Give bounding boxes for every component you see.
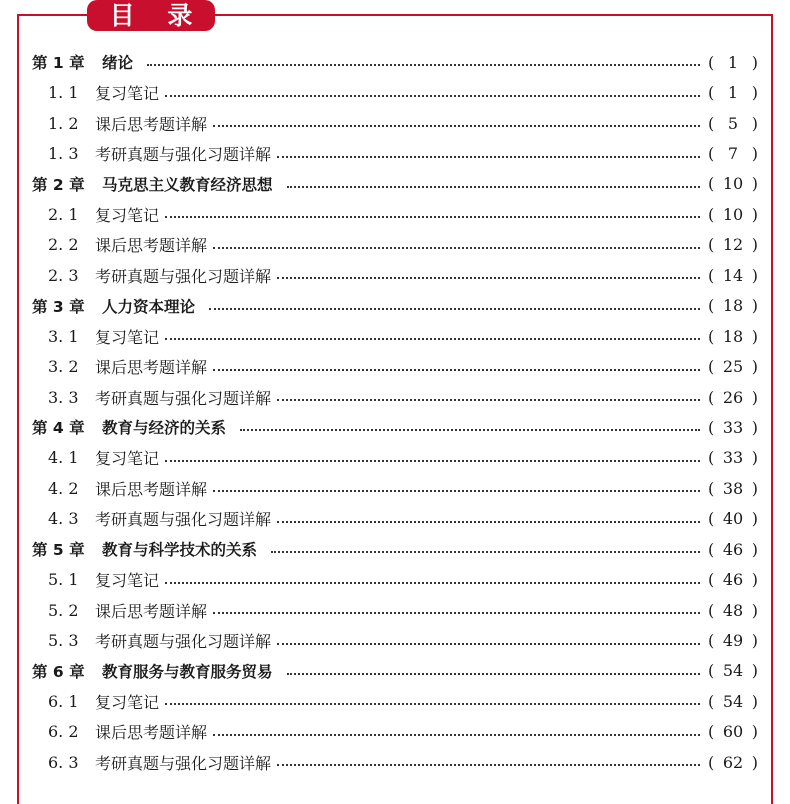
page-reference — [708, 266, 758, 285]
page-number: 1 — [727, 52, 739, 72]
page-reference — [708, 661, 758, 680]
open-paren: ( — [708, 235, 715, 255]
toc-chapter-entry[interactable] — [32, 412, 762, 442]
entry-title: 复习笔记 — [95, 84, 160, 104]
entry-number: 2. 1 — [48, 204, 79, 224]
dot-leader — [209, 306, 700, 310]
entry-number: 5. 3 — [48, 631, 79, 651]
open-paren: ( — [708, 204, 715, 224]
page-number: 46 — [722, 539, 744, 559]
page-reference — [708, 722, 758, 741]
page-reference — [708, 114, 758, 133]
close-paren: ) — [751, 326, 758, 346]
toc-section-entry[interactable] — [32, 138, 762, 168]
entry-number: 6. 1 — [48, 691, 79, 711]
toc-section-entry[interactable] — [32, 747, 762, 777]
entry-title: 复习笔记 — [95, 327, 160, 347]
entry-title: 马克思主义教育经济思想 — [102, 175, 273, 194]
close-paren: ) — [751, 600, 758, 620]
page-reference — [708, 692, 758, 711]
close-paren: ) — [751, 265, 758, 285]
toc-section-entry[interactable] — [32, 351, 762, 381]
page-reference — [708, 83, 758, 102]
open-paren: ( — [708, 357, 715, 377]
entry-number: 1. 2 — [48, 113, 79, 133]
dot-leader — [271, 549, 700, 553]
page-number: 7 — [727, 144, 739, 164]
close-paren: ) — [751, 417, 758, 437]
entry-number: 第 4 章 — [32, 419, 85, 438]
dot-leader — [277, 762, 700, 766]
close-paren: ) — [751, 144, 758, 164]
page-reference — [708, 753, 758, 772]
close-paren: ) — [751, 235, 758, 255]
entry-title: 复习笔记 — [95, 692, 160, 712]
dot-leader — [277, 397, 700, 401]
toc-chapter-entry[interactable] — [32, 534, 762, 564]
open-paren: ( — [708, 417, 715, 437]
entry-number: 2. 3 — [48, 265, 79, 285]
open-paren: ( — [708, 570, 715, 590]
entry-title: 教育服务与教育服务贸易 — [102, 662, 273, 681]
page-reference — [708, 296, 758, 315]
page-reference — [708, 235, 758, 254]
toc-section-entry[interactable] — [32, 321, 762, 351]
toc-chapter-entry[interactable] — [32, 169, 762, 199]
page-reference — [708, 570, 758, 589]
entry-title: 考研真题与强化习题详解 — [95, 510, 272, 530]
toc-section-entry[interactable] — [32, 199, 762, 229]
entry-number: 4. 2 — [48, 478, 79, 498]
page-number: 10 — [722, 204, 744, 224]
entry-number: 3. 2 — [48, 357, 79, 377]
close-paren: ) — [751, 83, 758, 103]
dot-leader — [277, 641, 700, 645]
entry-number: 5. 2 — [48, 600, 79, 620]
open-paren: ( — [708, 631, 715, 651]
page-number: 12 — [722, 235, 744, 255]
toc-chapter-entry[interactable] — [32, 291, 762, 321]
entry-title: 课后思考题详解 — [95, 601, 208, 621]
entry-number: 6. 2 — [48, 722, 79, 742]
close-paren: ) — [751, 691, 758, 711]
dot-leader — [165, 458, 700, 462]
entry-title: 考研真题与强化习题详解 — [95, 388, 272, 408]
close-paren: ) — [751, 631, 758, 651]
close-paren: ) — [751, 174, 758, 194]
dot-leader — [213, 732, 700, 736]
entry-title: 考研真题与强化习题详解 — [95, 753, 272, 773]
entry-title: 课后思考题详解 — [95, 358, 208, 378]
page-number: 49 — [722, 631, 744, 651]
page-number: 54 — [722, 661, 744, 681]
page-reference — [708, 327, 758, 346]
close-paren: ) — [751, 722, 758, 742]
dot-leader — [213, 367, 700, 371]
dot-leader — [213, 123, 700, 127]
entry-number: 3. 1 — [48, 326, 79, 346]
page-number: 18 — [722, 326, 744, 346]
close-paren: ) — [751, 296, 758, 316]
dot-leader — [165, 214, 700, 218]
dot-leader — [213, 488, 700, 492]
entry-number: 6. 3 — [48, 752, 79, 772]
entry-title: 考研真题与强化习题详解 — [95, 145, 272, 165]
entry-number: 第 1 章 — [32, 54, 85, 73]
page-reference — [708, 631, 758, 650]
page-reference — [708, 418, 758, 437]
entry-number: 1. 3 — [48, 144, 79, 164]
entry-title: 复习笔记 — [95, 449, 160, 469]
open-paren: ( — [708, 600, 715, 620]
page-number: 33 — [722, 417, 744, 437]
entry-title: 复习笔记 — [95, 571, 160, 591]
page-reference — [708, 144, 758, 163]
close-paren: ) — [751, 661, 758, 681]
page-number: 60 — [722, 722, 744, 742]
open-paren: ( — [708, 144, 715, 164]
entry-number: 第 3 章 — [32, 297, 85, 316]
open-paren: ( — [708, 661, 715, 681]
entry-number: 3. 3 — [48, 387, 79, 407]
dot-leader — [213, 610, 700, 614]
page-reference — [708, 205, 758, 224]
toc-section-entry[interactable] — [32, 108, 762, 138]
toc-section-entry[interactable] — [32, 564, 762, 594]
toc-section-entry[interactable] — [32, 382, 762, 412]
entry-title: 课后思考题详解 — [95, 723, 208, 743]
dot-leader — [213, 245, 700, 249]
entry-title: 人力资本理论 — [102, 297, 196, 316]
page-reference — [708, 479, 758, 498]
close-paren: ) — [751, 448, 758, 468]
entry-title: 教育与科学技术的关系 — [102, 541, 258, 560]
dot-leader — [165, 580, 700, 584]
page-number: 54 — [722, 691, 744, 711]
open-paren: ( — [708, 174, 715, 194]
open-paren: ( — [708, 722, 715, 742]
open-paren: ( — [708, 752, 715, 772]
open-paren: ( — [708, 83, 715, 103]
open-paren: ( — [708, 691, 715, 711]
toc-section-entry[interactable] — [32, 77, 762, 107]
open-paren: ( — [708, 265, 715, 285]
page-reference — [708, 174, 758, 193]
page-number: 26 — [722, 387, 744, 407]
page-number: 18 — [722, 296, 744, 316]
toc-chapter-entry[interactable] — [32, 47, 762, 77]
toc-section-entry[interactable] — [32, 473, 762, 503]
page-number: 14 — [722, 265, 744, 285]
dot-leader — [277, 275, 700, 279]
close-paren: ) — [751, 478, 758, 498]
toc-chapter-entry[interactable] — [32, 656, 762, 686]
dot-leader — [287, 184, 700, 188]
entry-number: 第 2 章 — [32, 175, 85, 194]
open-paren: ( — [708, 52, 715, 72]
toc-title: 目 录 — [87, 0, 215, 31]
entry-number: 4. 1 — [48, 448, 79, 468]
open-paren: ( — [708, 448, 715, 468]
close-paren: ) — [751, 357, 758, 377]
entry-title: 复习笔记 — [95, 205, 160, 225]
toc-section-entry[interactable] — [32, 686, 762, 716]
open-paren: ( — [708, 509, 715, 529]
entry-title: 考研真题与强化习题详解 — [95, 266, 272, 286]
page-reference — [708, 53, 758, 72]
entry-title: 绪论 — [102, 54, 134, 73]
dot-leader — [287, 671, 700, 675]
dot-leader — [277, 154, 700, 158]
page-reference — [708, 448, 758, 467]
page-number: 38 — [722, 478, 744, 498]
entry-number: 2. 2 — [48, 235, 79, 255]
page-reference — [708, 388, 758, 407]
dot-leader — [165, 701, 700, 705]
toc-section-entry[interactable] — [32, 625, 762, 655]
page-number: 40 — [722, 509, 744, 529]
toc-section-entry[interactable] — [32, 260, 762, 290]
page-reference — [708, 509, 758, 528]
page-number: 5 — [727, 113, 739, 133]
page-reference — [708, 540, 758, 559]
open-paren: ( — [708, 478, 715, 498]
entry-title: 考研真题与强化习题详解 — [95, 632, 272, 652]
page-number: 25 — [722, 357, 744, 377]
toc-section-entry[interactable] — [32, 230, 762, 260]
page-number: 10 — [722, 174, 744, 194]
page-number: 48 — [722, 600, 744, 620]
toc-section-entry[interactable] — [32, 504, 762, 534]
entry-number: 5. 1 — [48, 570, 79, 590]
entry-title: 课后思考题详解 — [95, 479, 208, 499]
open-paren: ( — [708, 113, 715, 133]
toc-section-entry[interactable] — [32, 595, 762, 625]
open-paren: ( — [708, 326, 715, 346]
toc-section-entry[interactable] — [32, 443, 762, 473]
close-paren: ) — [751, 509, 758, 529]
table-of-contents — [32, 47, 762, 778]
close-paren: ) — [751, 570, 758, 590]
close-paren: ) — [751, 387, 758, 407]
dot-leader — [240, 427, 700, 431]
entry-title: 教育与经济的关系 — [102, 419, 227, 438]
page-reference — [708, 357, 758, 376]
open-paren: ( — [708, 387, 715, 407]
open-paren: ( — [708, 539, 715, 559]
dot-leader — [277, 519, 700, 523]
close-paren: ) — [751, 52, 758, 72]
close-paren: ) — [751, 204, 758, 224]
entry-number: 第 6 章 — [32, 662, 85, 681]
entry-number: 4. 3 — [48, 509, 79, 529]
entry-number: 第 5 章 — [32, 541, 85, 560]
close-paren: ) — [751, 752, 758, 772]
dot-leader — [147, 62, 700, 66]
entry-title: 课后思考题详解 — [95, 236, 208, 256]
entry-number: 1. 1 — [48, 83, 79, 103]
page-number: 46 — [722, 570, 744, 590]
close-paren: ) — [751, 539, 758, 559]
page-number: 1 — [727, 83, 739, 103]
toc-section-entry[interactable] — [32, 717, 762, 747]
dot-leader — [165, 336, 700, 340]
page-number: 62 — [722, 752, 744, 772]
page-number: 33 — [722, 448, 744, 468]
entry-title: 课后思考题详解 — [95, 114, 208, 134]
open-paren: ( — [708, 296, 715, 316]
page-reference — [708, 601, 758, 620]
close-paren: ) — [751, 113, 758, 133]
dot-leader — [165, 93, 700, 97]
